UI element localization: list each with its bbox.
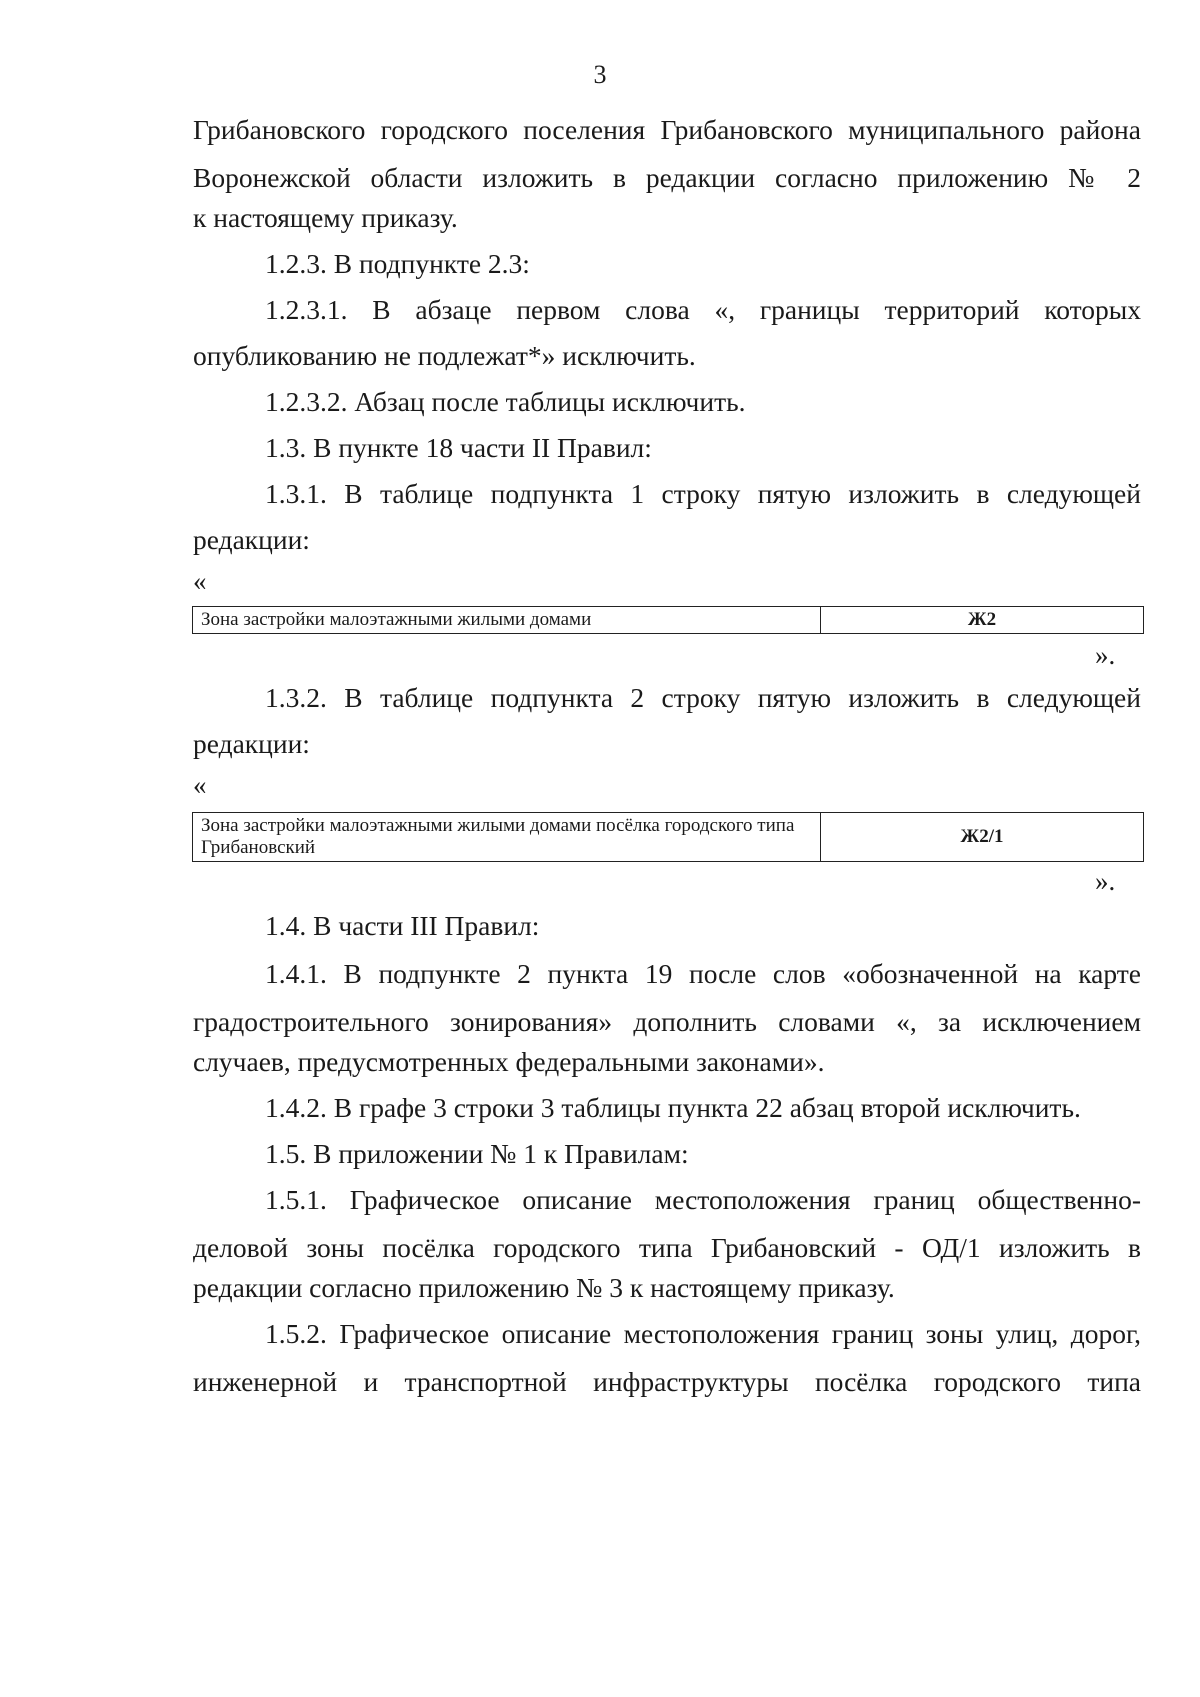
paragraph-1-4-1-end: случаев, предусмотренных федеральными законами». <box>193 1046 825 1077</box>
paragraph-1-2-3-1: 1.2.3.1. В абзаце первом слова «, границы территорий которых <box>265 294 1141 325</box>
zone-name-cell: Зона застройки малоэтажными жилыми домами <box>193 607 821 634</box>
zone-table-2 <box>192 812 1144 862</box>
paragraph-1-4: 1.4. В части III Правил: <box>265 910 540 941</box>
zone-name-cell: Зона застройки малоэтажными жилыми домами посёлка городского типа Грибановский <box>193 813 821 862</box>
paragraph-1-3-2: 1.3.2. В таблице подпункта 2 строку пятую изложить в следующей <box>265 682 1141 713</box>
paragraph-1-4-2: 1.4.2. В графе 3 строки 3 таблицы пункта 22 абзац второй исключить. <box>265 1092 1081 1123</box>
paragraph-1-2-3-1-end: опубликованию не подлежат*» исключить. <box>193 340 696 371</box>
paragraph-1-3-1-end: редакции: <box>193 524 310 555</box>
paragraph-1-4-1: 1.4.1. В подпункте 2 пункта 19 после слов «обозначенной на карте градостроительного зонирования» дополнить словами «, за исключением <box>193 958 1141 1037</box>
table-row <box>193 607 1144 634</box>
quote-open-2: « <box>193 770 207 800</box>
zone-code-cell: Ж2 <box>821 607 1144 634</box>
paragraph-1-5-1-end: редакции согласно приложению № 3 к настоящему приказу. <box>193 1272 895 1303</box>
paragraph-1-2-3-2: 1.2.3.2. Абзац после таблицы исключить. <box>265 386 746 417</box>
paragraph-continuation: Грибановского городского поселения Грибановского муниципального района Воронежской области изложить в редакции согласно приложению № 2 <box>193 114 1141 193</box>
paragraph-1-5-1: 1.5.1. Графическое описание местоположения границ общественно-деловой зоны посёлка городского типа Грибановский - ОД/1 изложить в <box>193 1184 1141 1263</box>
quote-close-1: ». <box>1095 640 1116 670</box>
paragraph-1-3-2-end: редакции: <box>193 728 310 759</box>
zone-table-1 <box>192 606 1144 634</box>
paragraph-1-5: 1.5. В приложении № 1 к Правилам: <box>265 1138 689 1169</box>
quote-close-2: ». <box>1095 866 1116 896</box>
paragraph-1-3: 1.3. В пункте 18 части II Правил: <box>265 432 652 463</box>
paragraph-1-3-1: 1.3.1. В таблице подпункта 1 строку пятую изложить в следующей <box>265 478 1141 509</box>
paragraph-1-2-3: 1.2.3. В подпункте 2.3: <box>265 248 530 279</box>
paragraph-continuation-end: к настоящему приказу. <box>193 202 458 233</box>
quote-open-1: « <box>193 566 207 596</box>
paragraph-1-5-2: 1.5.2. Графическое описание местоположения границ зоны улиц, дорог, инженерной и транспортной инфраструктуры посёлка городского типа <box>193 1318 1141 1397</box>
table-row <box>193 813 1144 862</box>
zone-code-cell: Ж2/1 <box>821 813 1144 862</box>
page-number: 3 <box>593 60 607 89</box>
